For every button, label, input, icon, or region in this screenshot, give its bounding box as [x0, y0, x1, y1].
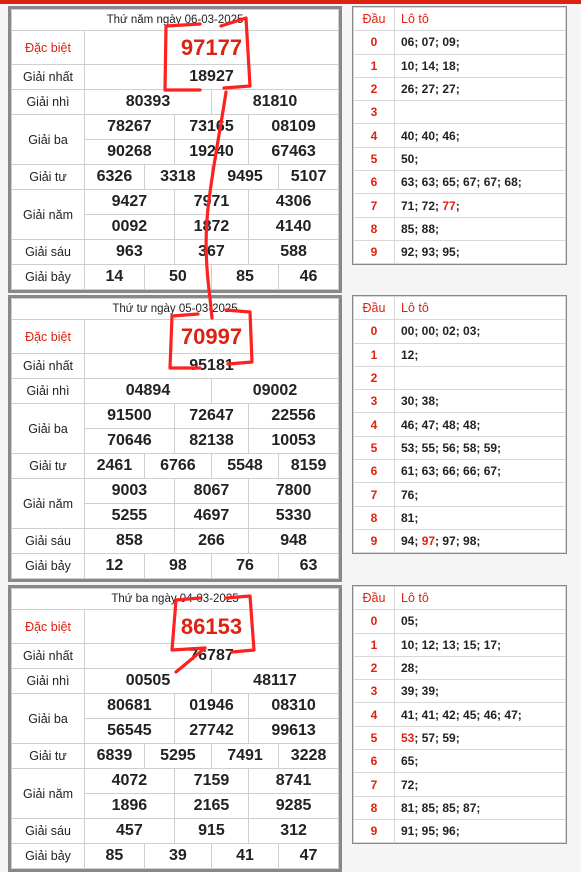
fifth-prize-number: 9003 [85, 479, 175, 504]
prize-label-fifth: Giải năm [12, 190, 85, 240]
loto-row [354, 529, 566, 552]
loto-numbers [395, 610, 566, 633]
third-prize-number: 67463 [249, 140, 339, 165]
seventh-prize-number: 46 [279, 265, 339, 290]
loto-number-tail: ; 97; 98; [435, 534, 481, 549]
prize-label-fourth: Giải tư [12, 165, 85, 190]
third-prize-number: 08310 [249, 694, 339, 719]
third-prize-number: 99613 [249, 719, 339, 744]
loto-header-loto: Lô tô [395, 587, 566, 610]
loto-number-list: 05; [401, 614, 419, 629]
loto-number-list: 81; [401, 510, 419, 525]
loto-numbers [395, 819, 566, 842]
top-accent-bar [0, 0, 581, 4]
loto-number-tail: ; [455, 198, 460, 213]
loto-number-list: 10; 12; 13; 15; 17; [401, 637, 502, 652]
loto-numbers [395, 77, 566, 100]
loto-row [354, 773, 566, 796]
prize-label-fifth: Giải năm [12, 769, 85, 819]
prize-label-sixth: Giải sáu [12, 529, 85, 554]
loto-numbers [395, 796, 566, 819]
fifth-prize-number: 4072 [85, 769, 175, 794]
loto-numbers [395, 366, 566, 389]
seventh-prize-number: 76 [211, 554, 278, 579]
loto-row [354, 124, 566, 147]
loto-number-list: 12; [401, 347, 419, 362]
loto-numbers [395, 436, 566, 459]
fourth-prize-number: 3318 [144, 165, 211, 190]
seventh-prize-number: 85 [85, 844, 145, 869]
loto-numbers [395, 217, 566, 240]
third-prize-number: 78267 [85, 115, 175, 140]
seventh-prize-number: 39 [144, 844, 211, 869]
loto-header-dau: Đầu [354, 587, 395, 610]
fourth-prize-number: 9495 [211, 165, 278, 190]
first-prize-number: 95181 [85, 354, 339, 379]
loto-number-list: 28; [401, 661, 419, 676]
loto-number-list: 40; 40; 46; [401, 128, 460, 143]
prize-label-seventh: Giải bảy [12, 265, 85, 290]
loto-highlight-number: 97 [421, 534, 436, 549]
loto-numbers [395, 460, 566, 483]
draw-date-title: Thứ ba ngày 04-03-2025 [12, 589, 339, 610]
sixth-prize-number: 948 [249, 529, 339, 554]
loto-head-digit: 1 [354, 54, 395, 77]
third-prize-number: 56545 [85, 719, 175, 744]
fourth-prize-number: 3228 [279, 744, 339, 769]
loto-numbers [395, 240, 566, 263]
loto-numbers [395, 194, 566, 217]
second-prize-number: 09002 [211, 379, 338, 404]
loto-table [352, 295, 567, 554]
loto-head-digit: 6 [354, 750, 395, 773]
loto-head-digit: 3 [354, 680, 395, 703]
loto-head-digit: 2 [354, 656, 395, 679]
fourth-prize-number: 8159 [279, 454, 339, 479]
loto-head-digit: 9 [354, 529, 395, 552]
prize-label-second: Giải nhì [12, 669, 85, 694]
loto-head-digit: 6 [354, 171, 395, 194]
loto-numbers [395, 31, 566, 54]
loto-head-digit: 6 [354, 460, 395, 483]
loto-head-digit: 8 [354, 506, 395, 529]
fifth-prize-number: 4697 [174, 504, 248, 529]
prize-label-third: Giải ba [12, 404, 85, 454]
fourth-prize-number: 6326 [85, 165, 145, 190]
seventh-prize-number: 63 [279, 554, 339, 579]
loto-row [354, 819, 566, 842]
loto-numbers [395, 656, 566, 679]
fifth-prize-number: 7971 [174, 190, 248, 215]
loto-numbers [395, 750, 566, 773]
prize-label-third: Giải ba [12, 115, 85, 165]
loto-numbers [395, 726, 566, 749]
loto-row [354, 413, 566, 436]
seventh-prize-number: 12 [85, 554, 145, 579]
loto-highlight-number: 77 [442, 198, 456, 213]
loto-table [352, 585, 567, 844]
fourth-prize-number: 5295 [144, 744, 211, 769]
fifth-prize-number: 9285 [249, 794, 339, 819]
loto-table [352, 6, 567, 265]
third-prize-number: 82138 [174, 429, 248, 454]
loto-row [354, 680, 566, 703]
loto-number-list: 76; [401, 487, 419, 502]
loto-head-digit: 7 [354, 194, 395, 217]
loto-head-digit: 5 [354, 726, 395, 749]
loto-number-list: 63; 63; 65; 67; 67; 68; [401, 175, 522, 190]
loto-number-list: 72; [401, 777, 419, 792]
sixth-prize-number: 312 [249, 819, 339, 844]
seventh-prize-number: 41 [211, 844, 278, 869]
loto-numbers [395, 101, 566, 124]
fifth-prize-number: 5330 [249, 504, 339, 529]
loto-head-digit: 3 [354, 390, 395, 413]
loto-head-digit: 7 [354, 483, 395, 506]
prize-label-special: Đặc biệt [12, 31, 85, 65]
loto-head-digit: 2 [354, 366, 395, 389]
loto-head-digit: 0 [354, 320, 395, 343]
prize-label-first: Giải nhất [12, 644, 85, 669]
loto-row [354, 343, 566, 366]
loto-number-list: 00; 00; 02; 03; [401, 324, 481, 339]
loto-head-digit: 1 [354, 633, 395, 656]
prize-label-sixth: Giải sáu [12, 240, 85, 265]
loto-row [354, 54, 566, 77]
special-prize-number: 86153 [85, 610, 339, 644]
fifth-prize-number: 4140 [249, 215, 339, 240]
loto-row [354, 194, 566, 217]
loto-row [354, 31, 566, 54]
result-table [8, 6, 342, 293]
loto-head-digit: 9 [354, 240, 395, 263]
seventh-prize-number: 50 [144, 265, 211, 290]
second-prize-number: 00505 [85, 669, 212, 694]
loto-numbers [395, 124, 566, 147]
fifth-prize-number: 2165 [174, 794, 248, 819]
loto-number-list: 30; 38; [401, 394, 440, 409]
third-prize-number: 01946 [174, 694, 248, 719]
fourth-prize-number: 7491 [211, 744, 278, 769]
loto-row [354, 320, 566, 343]
fifth-prize-number: 5255 [85, 504, 175, 529]
fifth-prize-number: 1896 [85, 794, 175, 819]
loto-header-loto: Lô tô [395, 297, 566, 320]
loto-row [354, 390, 566, 413]
loto-row [354, 633, 566, 656]
second-prize-number: 48117 [211, 669, 338, 694]
loto-row [354, 656, 566, 679]
loto-numbers [395, 680, 566, 703]
loto-highlight-number: 53 [401, 730, 415, 745]
loto-row [354, 750, 566, 773]
third-prize-number: 10053 [249, 429, 339, 454]
fifth-prize-number: 0092 [85, 215, 175, 240]
fourth-prize-number: 6766 [144, 454, 211, 479]
loto-numbers [395, 147, 566, 170]
fifth-prize-number: 8741 [249, 769, 339, 794]
loto-head-digit: 0 [354, 31, 395, 54]
sixth-prize-number: 266 [174, 529, 248, 554]
loto-head-digit: 5 [354, 436, 395, 459]
loto-row [354, 460, 566, 483]
loto-header-dau: Đầu [354, 297, 395, 320]
loto-number-list: 53; 55; 56; 58; 59; [401, 440, 502, 455]
prize-label-fourth: Giải tư [12, 744, 85, 769]
loto-head-digit: 4 [354, 703, 395, 726]
third-prize-number: 90268 [85, 140, 175, 165]
second-prize-number: 80393 [85, 90, 212, 115]
fifth-prize-number: 1872 [174, 215, 248, 240]
fourth-prize-number: 6839 [85, 744, 145, 769]
fourth-prize-number: 5548 [211, 454, 278, 479]
result-table [8, 295, 342, 582]
third-prize-number: 80681 [85, 694, 175, 719]
prize-label-fifth: Giải năm [12, 479, 85, 529]
loto-head-digit: 4 [354, 124, 395, 147]
fourth-prize-number: 5107 [279, 165, 339, 190]
loto-row [354, 77, 566, 100]
loto-head-digit: 0 [354, 610, 395, 633]
fifth-prize-number: 8067 [174, 479, 248, 504]
loto-numbers [395, 703, 566, 726]
sixth-prize-number: 858 [85, 529, 175, 554]
loto-row [354, 101, 566, 124]
loto-number-list: 46; 47; 48; 48; [401, 417, 481, 432]
loto-head-digit: 8 [354, 217, 395, 240]
loto-number-list: 50; [401, 151, 419, 166]
special-prize-number: 70997 [85, 320, 339, 354]
loto-numbers [395, 413, 566, 436]
loto-row [354, 217, 566, 240]
prize-label-sixth: Giải sáu [12, 819, 85, 844]
first-prize-number: 76787 [85, 644, 339, 669]
loto-number-list: 85; 88; [401, 221, 440, 236]
loto-head-digit: 7 [354, 773, 395, 796]
loto-number-list: 10; 14; 18; [401, 58, 460, 73]
prize-label-seventh: Giải bảy [12, 844, 85, 869]
prize-label-first: Giải nhất [12, 65, 85, 90]
fifth-prize-number: 4306 [249, 190, 339, 215]
third-prize-number: 08109 [249, 115, 339, 140]
loto-number-list: 06; 07; 09; [401, 35, 460, 50]
sixth-prize-number: 457 [85, 819, 175, 844]
loto-numbers [395, 54, 566, 77]
loto-row [354, 240, 566, 263]
loto-row [354, 796, 566, 819]
fifth-prize-number: 7800 [249, 479, 339, 504]
loto-head-digit: 3 [354, 101, 395, 124]
loto-number-list: 61; 63; 66; 66; 67; [401, 464, 502, 479]
special-prize-number: 97177 [85, 31, 339, 65]
loto-row [354, 610, 566, 633]
loto-row [354, 726, 566, 749]
loto-number-list: 81; 85; 85; 87; [401, 800, 481, 815]
second-prize-number: 04894 [85, 379, 212, 404]
loto-number-list: 41; 41; 42; 45; 46; 47; [401, 707, 522, 722]
third-prize-number: 72647 [174, 404, 248, 429]
third-prize-number: 91500 [85, 404, 175, 429]
sixth-prize-number: 367 [174, 240, 248, 265]
loto-row [354, 703, 566, 726]
loto-numbers [395, 506, 566, 529]
loto-numbers [395, 483, 566, 506]
loto-head-digit: 8 [354, 796, 395, 819]
prize-label-fourth: Giải tư [12, 454, 85, 479]
loto-numbers [395, 171, 566, 194]
loto-number-list: 71; 72; [401, 198, 440, 213]
sixth-prize-number: 915 [174, 819, 248, 844]
seventh-prize-number: 98 [144, 554, 211, 579]
loto-row [354, 171, 566, 194]
loto-row [354, 506, 566, 529]
third-prize-number: 27742 [174, 719, 248, 744]
seventh-prize-number: 85 [211, 265, 278, 290]
result-table [8, 585, 342, 872]
loto-head-digit: 4 [354, 413, 395, 436]
loto-header-loto: Lô tô [395, 8, 566, 31]
prize-label-second: Giải nhì [12, 379, 85, 404]
loto-number-list: 91; 95; 96; [401, 824, 460, 839]
loto-header-dau: Đầu [354, 8, 395, 31]
prize-label-seventh: Giải bảy [12, 554, 85, 579]
loto-row [354, 436, 566, 459]
prize-label-special: Đặc biệt [12, 320, 85, 354]
loto-number-list: 39; 39; [401, 684, 440, 699]
prize-label-third: Giải ba [12, 694, 85, 744]
third-prize-number: 22556 [249, 404, 339, 429]
second-prize-number: 81810 [211, 90, 338, 115]
loto-head-digit: 5 [354, 147, 395, 170]
loto-numbers [395, 343, 566, 366]
loto-row [354, 366, 566, 389]
prize-label-special: Đặc biệt [12, 610, 85, 644]
draw-date-title: Thứ tư ngày 05-03-2025 [12, 299, 339, 320]
third-prize-number: 73165 [174, 115, 248, 140]
fifth-prize-number: 7159 [174, 769, 248, 794]
loto-numbers [395, 390, 566, 413]
third-prize-number: 70646 [85, 429, 175, 454]
loto-head-digit: 2 [354, 77, 395, 100]
loto-row [354, 147, 566, 170]
loto-numbers [395, 773, 566, 796]
loto-row [354, 483, 566, 506]
loto-number-list: 26; 27; 27; [401, 82, 460, 97]
fourth-prize-number: 2461 [85, 454, 145, 479]
sixth-prize-number: 963 [85, 240, 175, 265]
seventh-prize-number: 47 [279, 844, 339, 869]
loto-head-digit: 1 [354, 343, 395, 366]
loto-head-digit: 9 [354, 819, 395, 842]
first-prize-number: 18927 [85, 65, 339, 90]
loto-number-list: 65; [401, 754, 419, 769]
prize-label-first: Giải nhất [12, 354, 85, 379]
loto-numbers [395, 320, 566, 343]
sixth-prize-number: 588 [249, 240, 339, 265]
loto-numbers [395, 633, 566, 656]
draw-date-title: Thứ năm ngày 06-03-2025 [12, 10, 339, 31]
loto-number-list: 94; [401, 534, 419, 549]
loto-number-list: 92; 93; 95; [401, 245, 460, 260]
seventh-prize-number: 14 [85, 265, 145, 290]
loto-numbers [395, 529, 566, 552]
prize-label-second: Giải nhì [12, 90, 85, 115]
fifth-prize-number: 9427 [85, 190, 175, 215]
loto-number-tail: ; 57; 59; [414, 730, 460, 745]
third-prize-number: 19240 [174, 140, 248, 165]
